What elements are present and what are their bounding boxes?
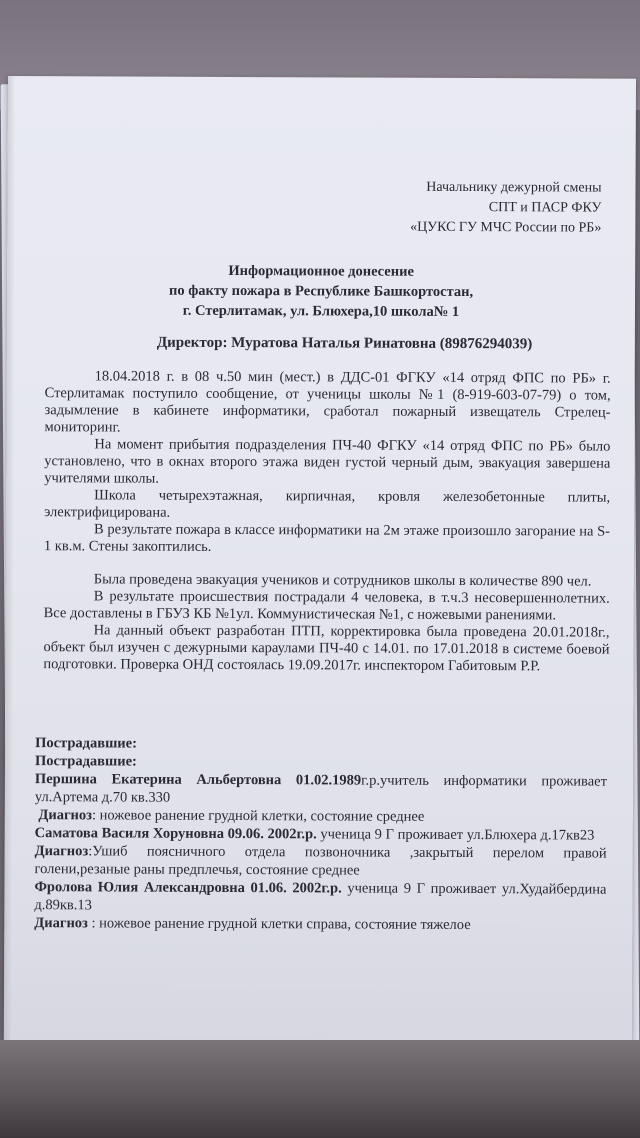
diagnosis-label: Диагноз (38, 807, 93, 824)
diagnosis-text: : ножевое ранение грудной клетки справа, состояние тяжелое (87, 915, 471, 934)
addressee-line-1: Начальнику дежурной смены (426, 179, 602, 196)
victims-heading-repeat: Пострадавшие: (34, 753, 137, 770)
victim-name: Фролова Юлия Александровна 01.06. 2002г.р. (34, 879, 342, 897)
paragraph-evacuation: Была проведена эвакуация учеников и сотрудников школы в количестве 890 чел. (93, 571, 592, 590)
background-bottom (0, 1040, 640, 1138)
paragraph-building: Школа четырехэтажная, кирпичная, кровля железобетонные плиты, электрифицирована. (44, 487, 611, 521)
title-line-3: г. Стерлитамак, ул. Блюхера,10 школа№ 1 (182, 302, 460, 320)
addressee-line-3: «ЦУКС ГУ МЧС России по РБ» (410, 219, 602, 236)
diagnosis-label: Диагноз (34, 843, 89, 860)
victims-heading: Пострадавшие: (35, 735, 137, 752)
diagnosis-text: :Ушиб поясничного отдела позвоночника ,закрытый перелом правой голени,резаные раны предплечья, состояние среднее (34, 843, 607, 879)
paragraph-plan: На данный объект разработан ПТП, корректировка была проведена 20.01.2018г., объект был изучен с дежурными караулами ПЧ-40 с 14.01. по 17.01.2018 в системе боевой подготовки. Проверка ОНД состоялась 19.09.2017г. инспектором Габитовым Р.Р. (43, 622, 610, 675)
victim-name: Саматова Василя Хоруновна 09.06. 2002г.р. (34, 825, 317, 843)
diagnosis-text: : ножевое ранение грудной клетки, состояние среднее (91, 807, 425, 825)
document-page (4, 76, 636, 1047)
paragraph-arrival: На момент прибытия подразделения ПЧ-40 ФГКУ «14 отряд ФПС по РБ» было установлено, что в окнах второго этажа виден густой черный дым, эвакуация завершена учителями школы. (44, 436, 611, 487)
victim-details: ученица 9 Г проживает ул.Блюхера д.17кв23 (316, 826, 595, 844)
victim-entry (35, 770, 607, 808)
victims-section (34, 734, 607, 934)
diagnosis-label: Диагноз (34, 915, 88, 932)
addressee-block (410, 178, 602, 239)
paragraph-casualties: В результате происшествия пострадали 4 человека, в т.ч.3 несовершеннолетних. Все доставлены в ГБУЗ КБ №1ул. Коммунистическая №1, с ножевыми ранениями. (43, 588, 610, 624)
report-body (43, 352, 610, 675)
title-line-2: по факту пожара в Республике Башкортостан, (168, 282, 474, 301)
paragraph-incident: 18.04.2018 г. в 08 ч.50 мин (мест.) в ДДС-01 ФГКУ «14 отряд ФПС по РБ» г. Стерлитамак поступило сообщение, от ученицы школы №1 (8-919-603-07-79) о том, задымление в кабинете информатики, сработал пожарный извещатель Стрелец-мониторинг. (44, 368, 611, 436)
victim-diagnosis (34, 914, 606, 934)
victim-diagnosis (35, 842, 607, 880)
victim-name: Першина Екатерина Альбертовна 01.02.1989 (34, 771, 362, 789)
victim-details: ученица 9 Г проживает ул.Худайбердина д.89кв.13 (34, 880, 607, 914)
title-line-1: Информационное донесение (228, 262, 414, 280)
document-title (7, 260, 635, 323)
victim-entry (34, 878, 606, 916)
victim-details: г.р.учитель информатики проживает ул.Артема д.70 кв.330 (34, 772, 607, 806)
paragraph-fire-result: В результате пожара в классе информатики на 2м этаже произошло загорание на S-1 кв.м. Стены закоптились. (43, 521, 611, 555)
addressee-line-2: СПТ и ПАСР ФКУ (488, 200, 602, 216)
director-line: Директор: Муратова Наталья Ринатовна (89876294039) (156, 334, 533, 353)
